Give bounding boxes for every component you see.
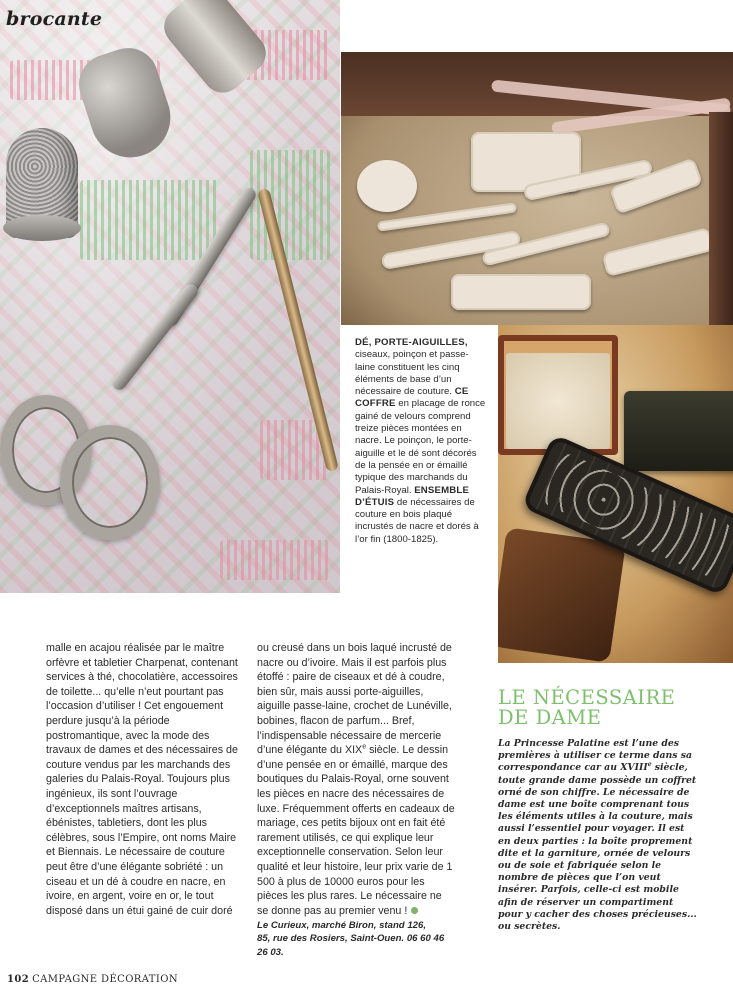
sidebar-text	[498, 738, 698, 933]
caption-lead: DÉ, PORTE-AIGUILLES,	[355, 337, 468, 348]
caption-text: de nécessaires de couture en bois plaqué incrustés de nacre et dorés à l’or fin (1800-1825).	[355, 496, 479, 545]
article-column-2	[257, 641, 455, 959]
photo-sewing-box	[341, 52, 733, 325]
scissor-ring	[60, 425, 160, 540]
silver-needle-case	[156, 0, 274, 101]
scissor-handle	[109, 281, 200, 392]
article-text: ou creusé dans un bois laqué incrusté de nacre ou d’ivoire. Mais il est parfois plus étoffé : paire de ciseaux et dé à coudre, bien sûr, mais aussi porte-aiguilles, aiguille passe-laine, crochet de Lunéville, bobines, flacon de parfum... Bref, l’indispensable nécessaire de mercerie d’une élégante du XIX	[257, 642, 452, 757]
page-footer	[7, 974, 178, 985]
article-paragraph: malle en acajou réalisée par le maître orfèvre et tabletier Charpenat, contenant services à thé, chocolatière, accessoires de toilette... qu’elle n’eut pourtant pas l’occasion d’utiliser ! Cet engouement perdure jusqu’à la période postromantique, avec la mode des travaux de dames et des nécessaires de couture vendus par les marchands des galeries du Palais-Royal. Toujours plus ingénieux, ils sont l’ouvrage d’exceptionnels maîtres artisans, ébénistes, tabletiers, dont les plus célèbres, sous l’Empire, ont noms Maire et Biennais. Le nécessaire de couture peut être d’une élégante sobriété : un ciseau et un dé à coudre en nacre, en ivoire, en argent, voire en or, le tout disposé dans un étui gainé de cuir doré	[46, 642, 238, 917]
thimble-well	[357, 160, 417, 212]
superscript: e	[647, 761, 652, 769]
article-paragraph	[257, 641, 455, 918]
sidebar-title-line: LE NÉCESSAIRE	[498, 686, 676, 709]
sidebar-title-line: DE DAME	[498, 706, 602, 729]
box-side	[709, 112, 733, 325]
page-number: 102	[7, 974, 30, 985]
photo-cases	[498, 325, 733, 663]
photo-scissors-thimble	[0, 0, 340, 593]
leather-case	[498, 527, 626, 663]
embroidery-green	[80, 180, 220, 260]
dark-case	[624, 391, 733, 471]
address-line: Le Curieux, marché Biron, stand 126,	[257, 920, 427, 932]
end-mark-icon	[411, 907, 418, 914]
caption-lead: ENSEMBLE D’ÉTUIS	[355, 484, 470, 508]
photo-caption	[355, 337, 487, 546]
sidebar-text-part: La Princesse Palatine est l’une des premières à utiliser ce terme dans sa correspondance car au XVIII	[498, 738, 692, 774]
caption-text: en placage de ronce gainé de velours comprend treize pièces montées en nacre. Le poinçon, le porte-aiguille et le dé sont décorés de la pensée en or émaillé typique des marchands du Palais-Royal.	[355, 398, 486, 496]
shop-address	[257, 919, 455, 959]
sidebar-box	[498, 688, 698, 933]
embroidery-pink	[220, 540, 330, 580]
sidebar-text-part: siècle, toute grande dame possède un coffret orné de son chiffre. Le nécessaire de dame est une boîte comprenant tous les éléments utiles à la couture, mais aussi l’essentiel pour voyager. Il est en deux parties : la boîte proprement dite et la garniture, ornée de velours ou de soie et fabriquée selon le nombre de pièces que l’on veut insérer. Parfois, celle-ci est mobile afin de réserver un compartiment pour y cacher des choses précieuses... ou secrètes.	[498, 762, 697, 933]
article-text: siècle. Le dessin d’une pensée en or émaillé, marque des boutiques du Palais-Royal, orne souvent les pièces en nacre des nécessaires de luxe. Fréquemment offerts en cadeaux de mariage, ces petits bijoux ont en fait été rarement utilisés, ce qui explique leur exceptionnelle conservation. Selon leur qualité et leur histoire, leur prix varie de 1 500 à plus de 10000 euros pour les pièces les plus rares. Le nécessaire ne se donne pas au premier venu !	[257, 744, 455, 917]
perfume-bottles	[451, 274, 591, 310]
section-tag: brocante	[6, 8, 103, 30]
address-line: 85, rue des Rosiers, Saint-Ouen. 06 60 46 26 03.	[257, 933, 445, 958]
magazine-name: CAMPAGNE DÉCORATION	[32, 974, 178, 985]
caption-lead: CE COFFRE	[355, 386, 469, 410]
needle-case-slot	[602, 227, 715, 277]
caption-text: ciseaux, poinçon et passe-laine constituent les cinq éléments de base d’un nécessaire de couture.	[355, 349, 469, 398]
thimble-rim	[3, 215, 81, 241]
box-lining	[506, 353, 610, 449]
superscript: e	[362, 743, 367, 751]
sidebar-title	[498, 688, 698, 728]
article-column-1	[46, 641, 244, 918]
